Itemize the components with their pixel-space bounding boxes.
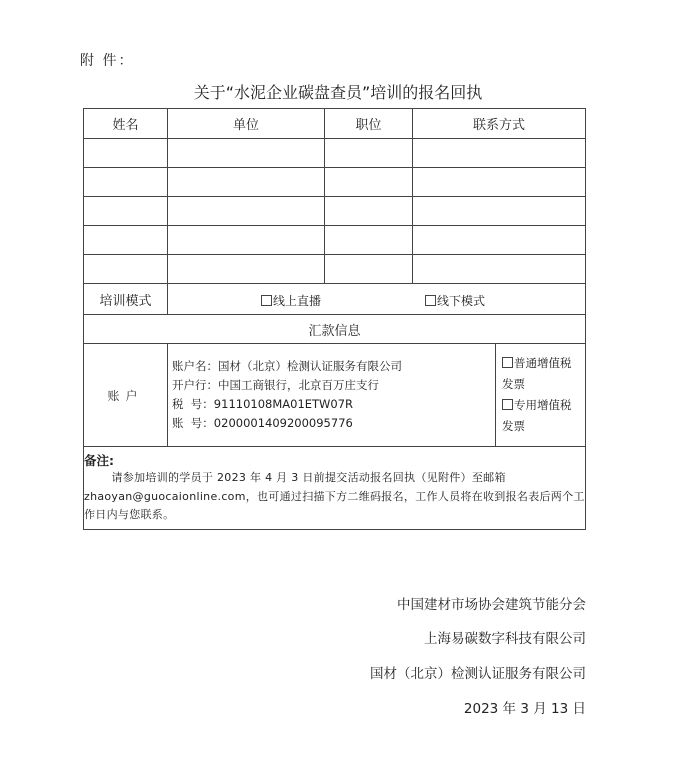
account-label: 账户 bbox=[84, 344, 168, 447]
position-cell[interactable] bbox=[325, 139, 413, 168]
notes-cell bbox=[84, 447, 586, 530]
header-contact: 联系方式 bbox=[413, 109, 586, 139]
checkbox-icon[interactable] bbox=[425, 295, 436, 306]
option-online-label: 线上直播 bbox=[273, 294, 322, 308]
option-offline[interactable] bbox=[425, 292, 485, 309]
position-cell[interactable] bbox=[325, 255, 413, 284]
option-online[interactable] bbox=[261, 292, 321, 309]
table-row bbox=[84, 226, 586, 255]
header-unit: 单位 bbox=[168, 109, 325, 139]
account-row bbox=[84, 344, 586, 447]
remittance-header-row bbox=[84, 315, 586, 344]
notes-row bbox=[84, 447, 586, 530]
signature-org-1: 中国建材市场协会建筑节能分会 bbox=[397, 597, 586, 613]
contact-cell[interactable] bbox=[413, 197, 586, 226]
training-mode-options bbox=[168, 284, 586, 315]
table-row bbox=[84, 139, 586, 168]
invoice-special[interactable] bbox=[502, 395, 579, 437]
notes-text: 请参加培训的学员于 2023 年 4 月 3 日前提交活动报名回执（见附件）至邮箱 zhaoyan@guocaionline.com，也可通过扫描下方二维码报名，工作人员将在收到报名表后两个工作日内与您联系。 bbox=[84, 471, 585, 522]
header-position: 职位 bbox=[325, 109, 413, 139]
invoice-ordinary[interactable] bbox=[502, 353, 579, 395]
table-header-row bbox=[84, 109, 586, 139]
account-number-line: 账 号：0200001409200095776 bbox=[172, 416, 353, 430]
attachment-label: 附 件： bbox=[80, 53, 135, 69]
name-cell[interactable] bbox=[84, 226, 168, 255]
notes-label: 备注: bbox=[84, 453, 114, 469]
invoice-options bbox=[496, 344, 586, 447]
form-title: 关于“水泥企业碳盘查员”培训的报名回执 bbox=[193, 83, 483, 102]
signature-org-3: 国材（北京）检测认证服务有限公司 bbox=[370, 666, 586, 682]
position-cell[interactable] bbox=[325, 168, 413, 197]
contact-cell[interactable] bbox=[413, 168, 586, 197]
contact-cell[interactable] bbox=[413, 139, 586, 168]
training-mode-label: 培训模式 bbox=[84, 284, 168, 315]
account-name-line: 账户名：国材（北京）检测认证服务有限公司 bbox=[172, 359, 402, 373]
name-cell[interactable] bbox=[84, 255, 168, 284]
invoice-ordinary-label: 普通增值税发票 bbox=[502, 356, 572, 391]
header-name: 姓名 bbox=[84, 109, 168, 139]
name-cell[interactable] bbox=[84, 139, 168, 168]
checkbox-icon[interactable] bbox=[261, 295, 272, 306]
contact-cell[interactable] bbox=[413, 255, 586, 284]
checkbox-icon[interactable] bbox=[502, 357, 513, 368]
bank-line: 开户行：中国工商银行，北京百万庄支行 bbox=[172, 378, 379, 392]
unit-cell[interactable] bbox=[168, 255, 325, 284]
table-row bbox=[84, 168, 586, 197]
account-info bbox=[168, 344, 496, 447]
option-offline-label: 线下模式 bbox=[437, 294, 486, 308]
checkbox-icon[interactable] bbox=[502, 399, 513, 410]
training-mode-row bbox=[84, 284, 586, 315]
table-row bbox=[84, 255, 586, 284]
position-cell[interactable] bbox=[325, 226, 413, 255]
name-cell[interactable] bbox=[84, 168, 168, 197]
remittance-title: 汇款信息 bbox=[84, 315, 586, 344]
contact-cell[interactable] bbox=[413, 226, 586, 255]
tax-id-line: 税 号：91110108MA01ETW07R bbox=[172, 397, 354, 411]
signature-org-2: 上海易碳数字科技有限公司 bbox=[424, 631, 586, 647]
registration-form-table bbox=[83, 108, 586, 530]
table-row bbox=[84, 197, 586, 226]
unit-cell[interactable] bbox=[168, 197, 325, 226]
position-cell[interactable] bbox=[325, 197, 413, 226]
unit-cell[interactable] bbox=[168, 139, 325, 168]
signature-date: 2023 年 3 月 13 日 bbox=[463, 701, 586, 717]
invoice-special-label: 专用增值税发票 bbox=[502, 398, 572, 433]
unit-cell[interactable] bbox=[168, 168, 325, 197]
unit-cell[interactable] bbox=[168, 226, 325, 255]
name-cell[interactable] bbox=[84, 197, 168, 226]
